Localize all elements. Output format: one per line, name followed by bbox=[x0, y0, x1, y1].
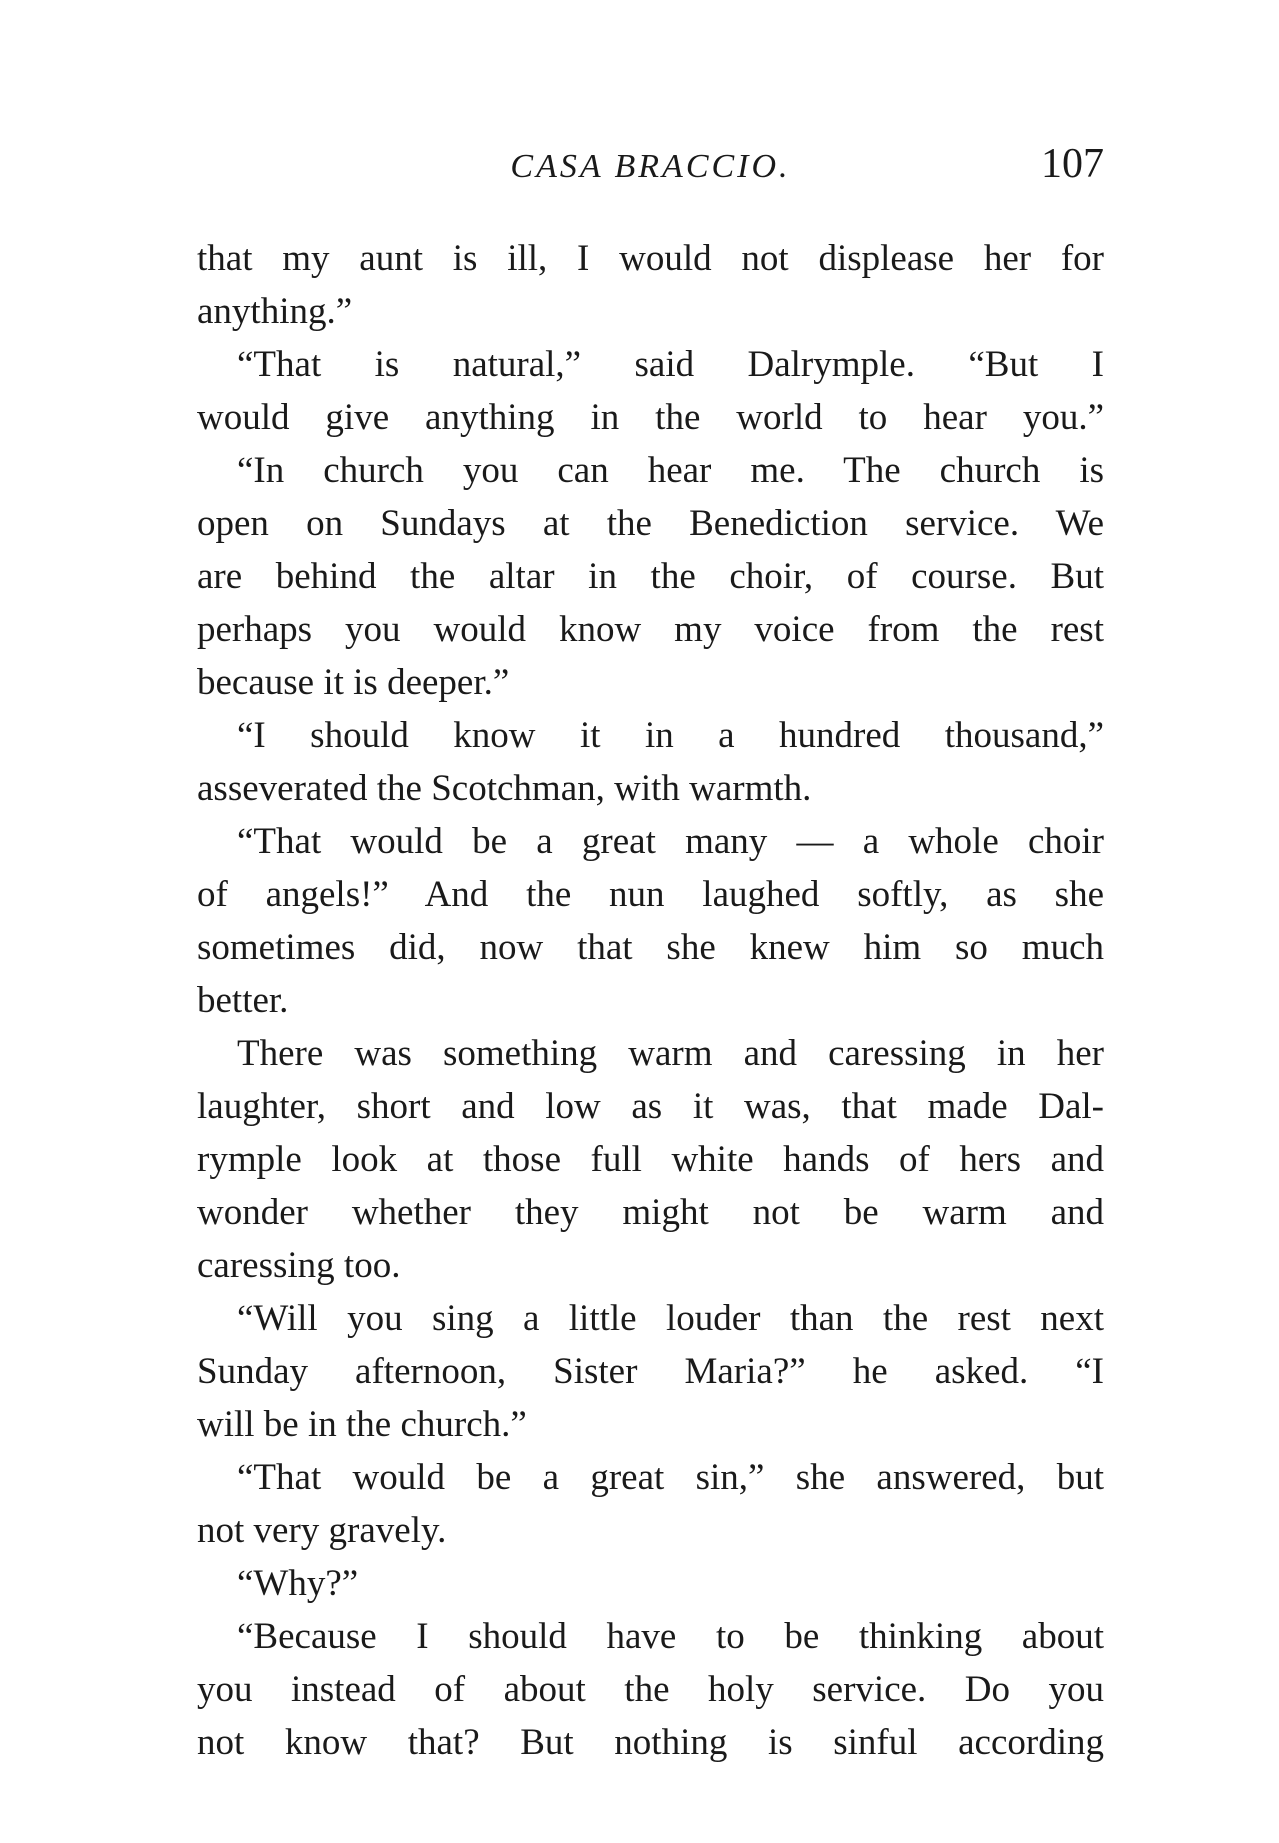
text-line: open on Sundays at the Benediction service. We bbox=[197, 503, 1104, 544]
text-line: would give anything in the world to hear you.” bbox=[197, 397, 1104, 438]
running-title: CASA BRACCIO. bbox=[510, 148, 791, 185]
text-line: not very gravely. bbox=[197, 1510, 447, 1551]
text-line: “Why?” bbox=[237, 1563, 359, 1604]
text-line: laughter, short and low as it was, that made Dal- bbox=[197, 1086, 1104, 1127]
text-line: There was something warm and caressing in her bbox=[237, 1033, 1104, 1074]
text-line: anything.” bbox=[197, 291, 353, 332]
text-line: not know that? But nothing is sinful according bbox=[197, 1722, 1104, 1763]
page-header bbox=[197, 140, 1104, 200]
text-line: “In church you can hear me. The church is bbox=[237, 450, 1104, 491]
text-line: Sunday afternoon, Sister Maria?” he asked. “I bbox=[197, 1351, 1104, 1392]
body-text bbox=[197, 232, 1104, 1769]
text-line: will be in the church.” bbox=[197, 1404, 527, 1445]
text-line: are behind the altar in the choir, of course. But bbox=[197, 556, 1104, 597]
text-line: of angels!” And the nun laughed softly, as she bbox=[197, 874, 1104, 915]
text-line: perhaps you would know my voice from the rest bbox=[197, 609, 1104, 650]
text-line: “That would be a great sin,” she answered, but bbox=[237, 1457, 1104, 1498]
text-line: “That would be a great many — a whole choir bbox=[237, 821, 1104, 862]
text-line: asseverated the Scotchman, with warmth. bbox=[197, 768, 812, 809]
text-line: “That is natural,” said Dalrymple. “But I bbox=[237, 344, 1104, 385]
text-line: sometimes did, now that she knew him so much bbox=[197, 927, 1104, 968]
text-line: “Because I should have to be thinking about bbox=[237, 1616, 1104, 1657]
text-line: “I should know it in a hundred thousand,” bbox=[237, 715, 1104, 756]
text-line: better. bbox=[197, 980, 289, 1021]
text-line: that my aunt is ill, I would not displease her for bbox=[197, 238, 1104, 279]
text-line: because it is deeper.” bbox=[197, 662, 510, 703]
text-line: “Will you sing a little louder than the rest next bbox=[237, 1298, 1104, 1339]
text-line: you instead of about the holy service. Do you bbox=[197, 1669, 1104, 1710]
text-line: caressing too. bbox=[197, 1245, 401, 1286]
text-line: rymple look at those full white hands of hers and bbox=[197, 1139, 1104, 1180]
text-line: wonder whether they might not be warm and bbox=[197, 1192, 1104, 1233]
page-number: 107 bbox=[1041, 141, 1104, 187]
